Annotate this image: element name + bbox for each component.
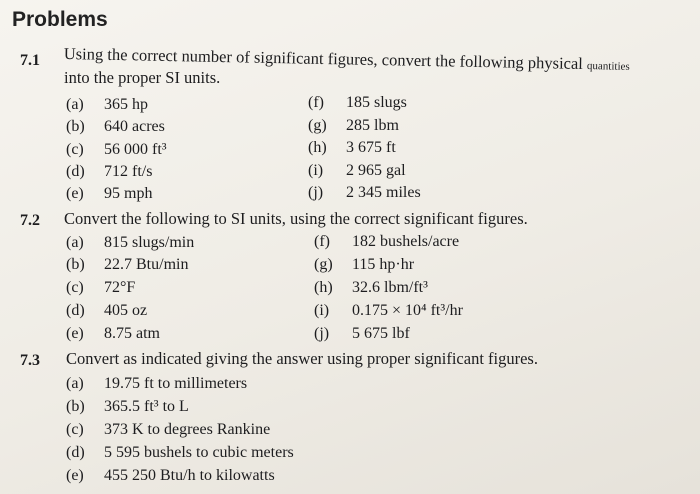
list-item bbox=[66, 467, 275, 485]
list-item bbox=[66, 398, 189, 416]
item-text: 19.75 ft to millimeters bbox=[104, 375, 248, 392]
item-label: (h) bbox=[308, 139, 327, 156]
item-label: (a) bbox=[66, 96, 84, 113]
problem-statement-tail: quantities bbox=[586, 60, 630, 73]
list-item bbox=[314, 325, 410, 343]
problem-statement-line2: into the proper SI units. bbox=[64, 68, 221, 87]
item-text: 2 965 gal bbox=[346, 162, 406, 179]
item-label: (a) bbox=[66, 375, 84, 392]
item-text: 815 slugs/min bbox=[104, 234, 195, 251]
item-label: (a) bbox=[66, 234, 84, 251]
list-item bbox=[314, 279, 428, 297]
problem-statement: Convert the following to SI units, using the correct significant figures. bbox=[64, 209, 528, 228]
list-item bbox=[66, 163, 152, 181]
item-text: 3 675 ft bbox=[346, 139, 396, 156]
item-label: (e) bbox=[66, 185, 84, 202]
item-label: (d) bbox=[66, 444, 85, 461]
item-text: 185 slugs bbox=[346, 94, 407, 111]
item-text: 373 K to degrees Rankine bbox=[104, 421, 271, 438]
item-text: 72°F bbox=[104, 279, 136, 296]
list-item bbox=[308, 184, 421, 202]
list-item bbox=[66, 302, 147, 320]
list-item bbox=[314, 302, 463, 320]
item-label: (h) bbox=[314, 279, 333, 296]
item-label: (c) bbox=[66, 141, 84, 158]
item-text: 2 345 miles bbox=[346, 184, 421, 201]
item-label: (j) bbox=[314, 325, 330, 342]
item-label: (i) bbox=[308, 162, 324, 179]
list-item bbox=[66, 279, 135, 297]
item-text: 8.75 atm bbox=[104, 325, 160, 342]
list-item bbox=[66, 421, 270, 439]
item-label: (e) bbox=[66, 467, 84, 484]
list-item bbox=[66, 118, 165, 136]
item-label: (f) bbox=[314, 233, 330, 250]
list-item bbox=[66, 375, 247, 393]
item-label: (e) bbox=[66, 325, 84, 342]
item-text: 712 ft/s bbox=[104, 163, 153, 180]
item-label: (f) bbox=[308, 94, 324, 111]
item-text: 32.6 lbm/ft³ bbox=[352, 279, 428, 296]
item-label: (b) bbox=[66, 398, 85, 415]
item-label: (j) bbox=[308, 184, 324, 201]
item-label: (d) bbox=[66, 302, 85, 319]
problem-number: 7.1 bbox=[20, 52, 40, 69]
list-item bbox=[66, 444, 294, 462]
list-item bbox=[314, 233, 459, 251]
list-item bbox=[66, 234, 194, 252]
problem-statement: Convert as indicated giving the answer using proper significant figures. bbox=[66, 349, 538, 368]
list-item bbox=[66, 185, 152, 203]
item-text: 95 mph bbox=[104, 185, 153, 202]
item-text: 56 000 ft³ bbox=[104, 141, 167, 158]
page-title: Problems bbox=[12, 8, 108, 31]
item-text: 285 lbm bbox=[346, 117, 399, 134]
list-item bbox=[66, 141, 167, 159]
item-label: (d) bbox=[66, 163, 85, 180]
item-label: (g) bbox=[308, 117, 327, 134]
list-item bbox=[308, 139, 396, 157]
item-text: 640 acres bbox=[104, 118, 165, 135]
item-text: 365 hp bbox=[104, 96, 148, 113]
list-item bbox=[66, 325, 160, 343]
list-item bbox=[66, 256, 188, 274]
list-item bbox=[308, 94, 407, 112]
item-text: 5 675 lbf bbox=[352, 325, 410, 342]
item-label: (b) bbox=[66, 118, 85, 135]
item-text: 455 250 Btu/h to kilowatts bbox=[104, 467, 275, 484]
item-text: 0.175 × 10⁴ ft³/hr bbox=[352, 302, 463, 319]
item-label: (c) bbox=[66, 279, 84, 296]
problem-number: 7.3 bbox=[20, 352, 40, 369]
item-text: 22.7 Btu/min bbox=[104, 256, 189, 273]
item-label: (i) bbox=[314, 302, 330, 319]
list-item bbox=[308, 117, 399, 135]
item-label: (c) bbox=[66, 421, 84, 438]
item-text: 5 595 bushels to cubic meters bbox=[104, 444, 294, 461]
list-item bbox=[66, 96, 148, 114]
problem-statement-main: Using the correct number of significant figures, convert the following physical bbox=[63, 44, 584, 73]
list-item bbox=[314, 256, 414, 274]
item-label: (g) bbox=[314, 256, 333, 273]
list-item bbox=[308, 162, 406, 180]
item-label: (b) bbox=[66, 256, 85, 273]
item-text: 365.5 ft³ to L bbox=[104, 398, 189, 415]
item-text: 182 bushels/acre bbox=[352, 233, 460, 250]
problem-number: 7.2 bbox=[20, 212, 40, 229]
item-text: 115 hp·hr bbox=[352, 256, 415, 273]
item-text: 405 oz bbox=[104, 302, 148, 319]
